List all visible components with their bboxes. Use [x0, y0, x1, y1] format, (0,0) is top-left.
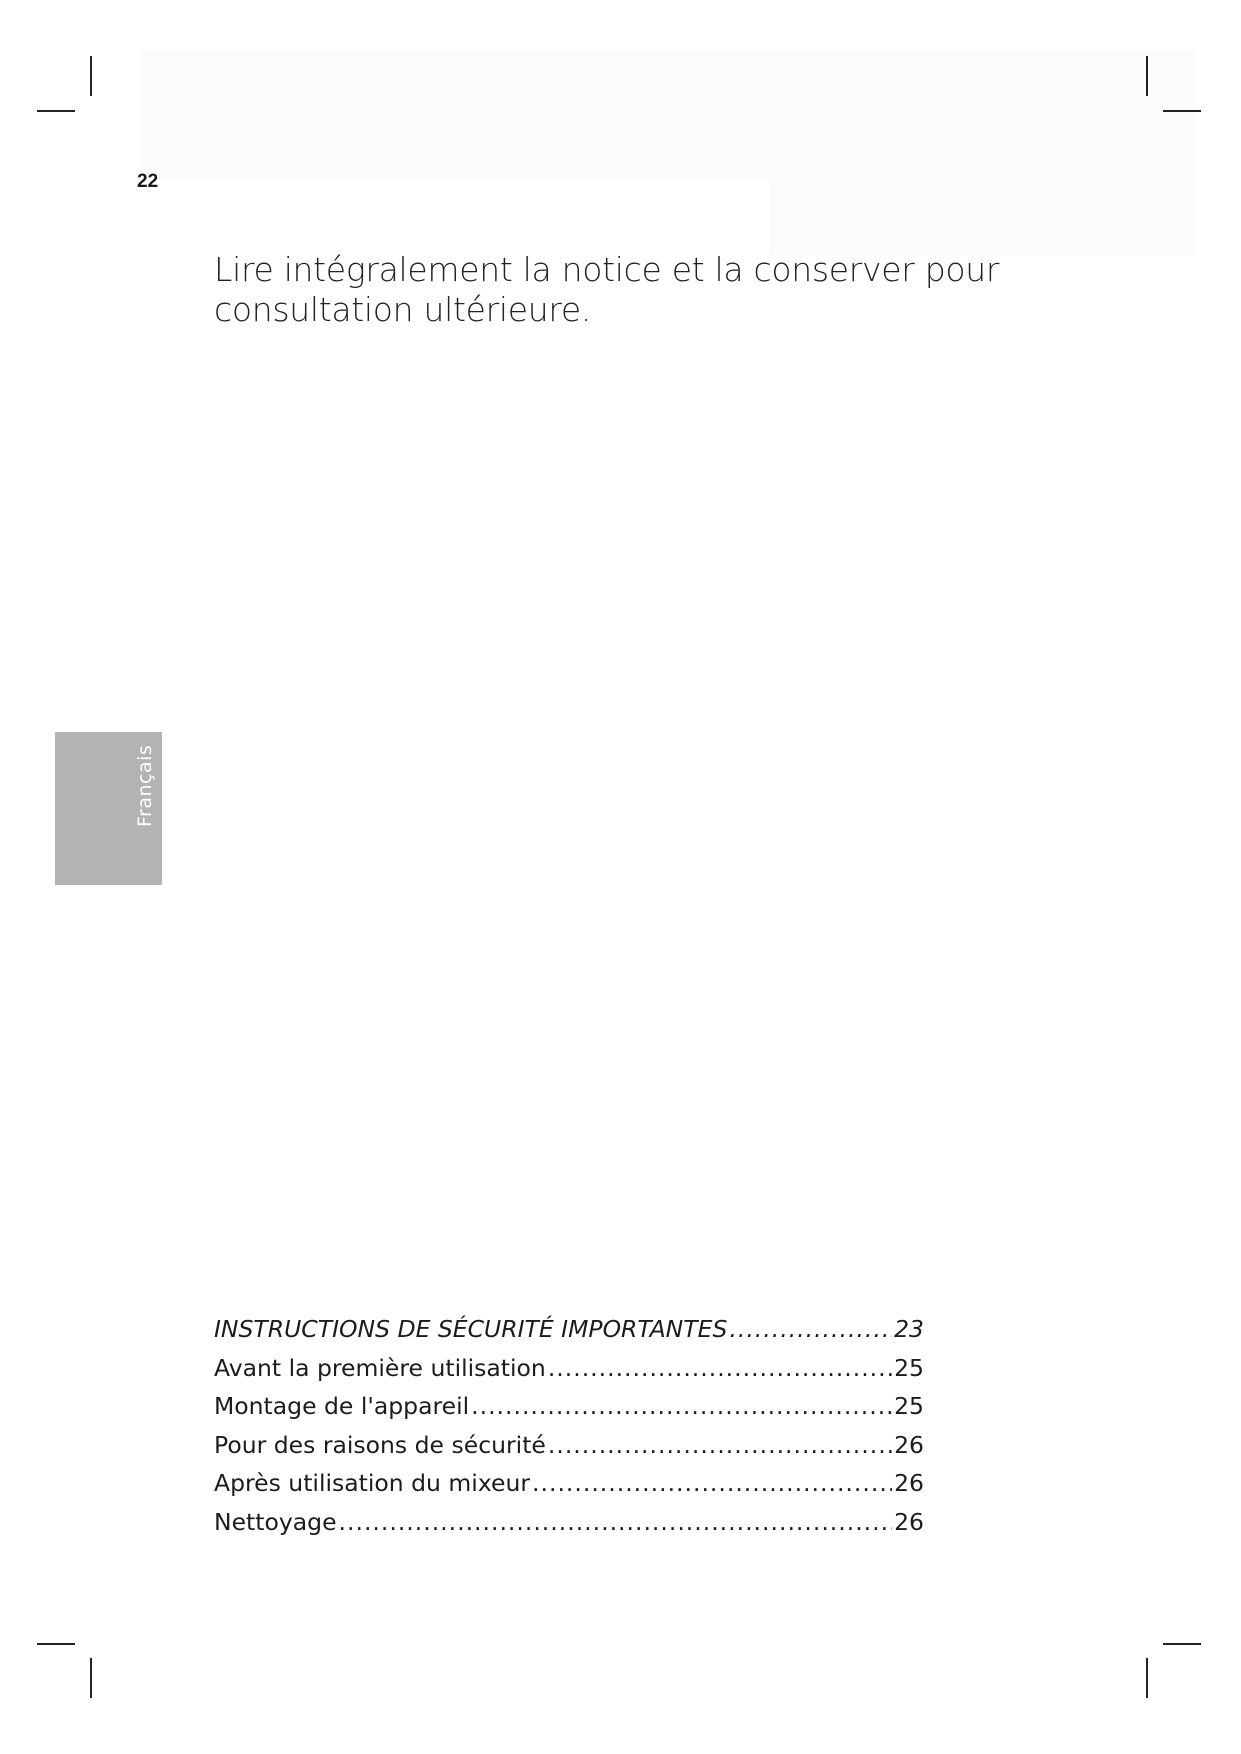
- toc-entry[interactable]: [214, 1354, 924, 1393]
- toc-entry-title: Après utilisation du mixeur: [214, 1469, 531, 1498]
- toc-leader-dots: [339, 1508, 893, 1536]
- crop-mark-bottom-left-horizontal: [37, 1643, 75, 1645]
- toc-entry-page: 25: [894, 1392, 924, 1421]
- intro-text: [214, 250, 1034, 330]
- toc-entry-title: Avant la première utilisation: [214, 1353, 546, 1382]
- toc-leader-dots: [729, 1315, 892, 1343]
- crop-mark-bottom-right-horizontal: [1163, 1643, 1201, 1645]
- crop-mark-top-left-vertical: [90, 56, 92, 96]
- page-number: 22: [137, 171, 159, 192]
- table-of-contents: [214, 1315, 924, 1547]
- scan-shading-top: [140, 50, 1195, 180]
- intro-line-2: consultation ultérieure.: [214, 290, 592, 329]
- toc-entry-page: 25: [894, 1353, 924, 1382]
- crop-mark-top-right-horizontal: [1163, 110, 1201, 112]
- intro-line-1: Lire intégralement la notice et la conserver pour: [214, 250, 1000, 289]
- crop-mark-top-left-horizontal: [37, 110, 75, 112]
- toc-leader-dots: [532, 1469, 892, 1497]
- toc-entry[interactable]: [214, 1508, 924, 1547]
- toc-entry[interactable]: [214, 1315, 924, 1354]
- toc-leader-dots: [548, 1431, 892, 1459]
- scan-shading-right: [770, 180, 1195, 255]
- toc-entry[interactable]: [214, 1392, 924, 1431]
- toc-entry-page: 26: [894, 1469, 924, 1498]
- toc-entry-page: 26: [894, 1507, 924, 1536]
- toc-entry-page: 23: [894, 1315, 924, 1343]
- toc-entry-title: Nettoyage: [214, 1507, 337, 1536]
- toc-entry-title: Montage de l'appareil: [214, 1392, 470, 1421]
- crop-mark-bottom-right-vertical: [1146, 1658, 1148, 1698]
- toc-entry[interactable]: [214, 1431, 924, 1470]
- toc-leader-dots: [471, 1392, 892, 1420]
- crop-mark-top-right-vertical: [1146, 56, 1148, 96]
- language-tab-label: Français: [134, 744, 156, 827]
- toc-entry-title: Pour des raisons de sécurité: [214, 1430, 546, 1459]
- toc-leader-dots: [548, 1354, 892, 1382]
- toc-entry-page: 26: [894, 1430, 924, 1459]
- crop-mark-bottom-left-vertical: [90, 1658, 92, 1698]
- toc-entry-title: INSTRUCTIONS DE SÉCURITÉ IMPORTANTES: [214, 1315, 728, 1343]
- toc-entry[interactable]: [214, 1469, 924, 1508]
